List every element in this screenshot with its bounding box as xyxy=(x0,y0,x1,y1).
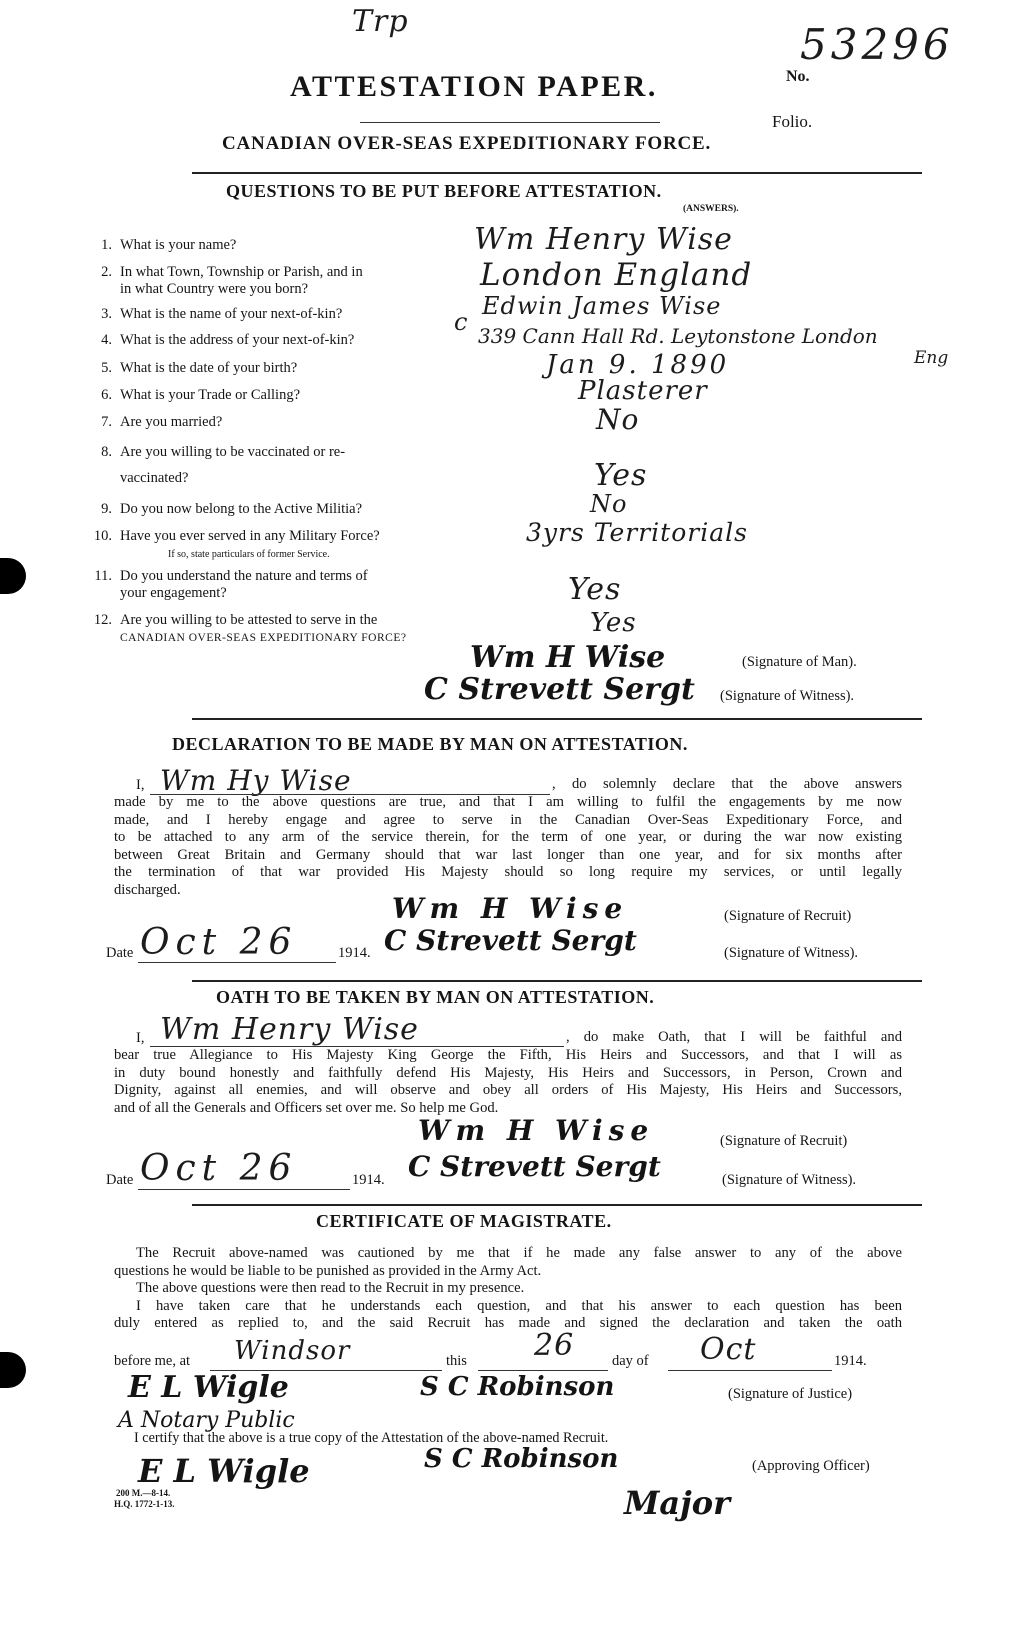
answer-trade: Plasterer xyxy=(578,376,708,406)
question-8 xyxy=(86,444,345,487)
signature-of-witness-label: (Signature of Witness). xyxy=(722,1172,857,1188)
declaration-text: to be attached to any arm of the service therein, for the term of one year, or during the war now existing xyxy=(114,829,902,846)
declaration-text: made, and I hereby engage and agree to serve in the Canadian Over-Seas Expeditionary Force, and xyxy=(114,811,902,828)
answers-label: (ANSWERS). xyxy=(683,204,739,214)
question-text: Are you married? xyxy=(120,414,223,430)
signature-of-recruit-label: (Signature of Recruit) xyxy=(724,908,852,924)
margin-mark: c xyxy=(454,308,469,336)
question-text: in what Country were you born? xyxy=(120,281,309,297)
section-divider xyxy=(192,980,922,982)
question-number: 7. xyxy=(101,414,112,430)
question-number: 11. xyxy=(94,568,112,584)
month-underline xyxy=(668,1370,832,1371)
officer-rank: Major xyxy=(624,1484,730,1522)
oath-text: Dignity, against all enemies, and will observe and obey all orders of His Majesty, His Heirs and Successors, xyxy=(114,1082,902,1099)
signature-of-justice-label: (Signature of Justice) xyxy=(728,1386,853,1402)
signature-of-man: Wm H Wise xyxy=(470,640,666,675)
question-text: What is your Trade or Calling? xyxy=(120,387,301,403)
question-text: Are you willing to be attested to serve in the xyxy=(120,612,378,628)
question-number: 8. xyxy=(101,444,112,460)
answer-address-continued: Eng xyxy=(914,348,949,368)
question-7 xyxy=(86,414,222,431)
document-title: ATTESTATION PAPER. xyxy=(290,70,658,103)
question-10 xyxy=(86,528,380,563)
section-divider xyxy=(192,172,922,174)
question-6 xyxy=(86,387,300,404)
question-text: your engagement? xyxy=(120,585,227,601)
approving-officer-signature: S C Robinson xyxy=(424,1444,619,1474)
oath-signature-of-witness: C Strevett Sergt xyxy=(408,1150,661,1183)
question-2 xyxy=(86,264,363,298)
magistrate-heading: CERTIFICATE OF MAGISTRATE. xyxy=(316,1211,612,1231)
answer-understand-terms: Yes xyxy=(568,572,622,607)
declaration-body xyxy=(114,794,902,900)
magistrate-month: Oct xyxy=(700,1332,757,1367)
notary-title: A Notary Public xyxy=(118,1408,295,1433)
signature-of-witness-label: (Signature of Witness). xyxy=(724,945,859,961)
magistrate-text: questions he would be liable to be punished as provided in the Army Act. xyxy=(114,1262,542,1279)
day-underline xyxy=(478,1370,608,1371)
date-label: Date xyxy=(106,945,134,961)
signature-of-witness: C Strevett Sergt xyxy=(424,672,695,707)
date-underline xyxy=(138,962,336,963)
declaration-text: between Great Britain and Germany should that war last longer than one year, and for six months after xyxy=(114,846,902,863)
certify-text: I certify that the above is a true copy of the Attestation of the above-named Recruit. xyxy=(134,1430,609,1446)
question-number: 1. xyxy=(101,237,112,253)
signature-of-man-label: (Signature of Man). xyxy=(742,654,857,670)
day-of-label: day of xyxy=(612,1353,649,1369)
punch-hole-mark xyxy=(0,1352,26,1388)
question-number: 10. xyxy=(93,528,112,544)
question-text: Do you understand the nature and terms of xyxy=(120,568,368,584)
magistrate-year: 1914. xyxy=(834,1353,867,1369)
magistrate-text: duly entered as replied to, and the said Recruit has made and signed the declaration and taken the oath xyxy=(114,1315,902,1332)
signature-of-witness-label: (Signature of Witness). xyxy=(720,688,855,704)
regimental-number: 53296 xyxy=(800,20,954,69)
title-underline xyxy=(360,122,660,123)
form-code: 200 M.—8-14. xyxy=(116,1488,171,1498)
form-code: H.Q. 1772-1-13. xyxy=(114,1499,175,1509)
questions-heading: QUESTIONS TO BE PUT BEFORE ATTESTATION. xyxy=(226,181,662,201)
question-number: 6. xyxy=(101,387,112,403)
oath-year: 1914. xyxy=(352,1172,385,1188)
declaration-signature-of-witness: C Strevett Sergt xyxy=(384,924,637,957)
question-text: If so, state particulars of former Service. xyxy=(168,549,330,560)
question-text: CANADIAN OVER-SEAS EXPEDITIONARY FORCE? xyxy=(120,632,407,644)
section-divider xyxy=(192,718,922,720)
no-label: No. xyxy=(786,68,810,85)
declaration-i-label: I, xyxy=(136,777,145,793)
magistrate-place: Windsor xyxy=(234,1336,351,1366)
answer-militia: No xyxy=(590,490,628,518)
question-text: What is the date of your birth? xyxy=(120,360,298,376)
answer-date-of-birth: Jan 9. 1890 xyxy=(546,350,730,380)
magistrate-text: The above questions were then read to the Recruit in my presence. xyxy=(136,1280,525,1297)
question-number: 2. xyxy=(101,264,112,280)
magistrate-text: I have taken care that he understands each question, and that his answer to each question has been xyxy=(136,1297,902,1314)
question-text: vaccinated? xyxy=(120,470,189,486)
question-9 xyxy=(86,501,362,518)
answer-next-of-kin-address: 339 Cann Hall Rd. Leytonstone London xyxy=(478,324,878,348)
question-number: 9. xyxy=(101,501,112,517)
declaration-heading: DECLARATION TO BE MADE BY MAN ON ATTESTATION. xyxy=(172,734,688,754)
question-11 xyxy=(86,568,368,602)
oath-text: bear true Allegiance to His Majesty King George the Fifth, His Heirs and Successors, and that I will as xyxy=(114,1047,902,1063)
date-label: Date xyxy=(106,1172,134,1188)
declaration-text: made by me to the above questions are true, and that I am willing to fulfil the engagements by me now xyxy=(114,794,902,810)
question-5 xyxy=(86,360,297,377)
question-number: 12. xyxy=(93,612,112,628)
notary-signature: E L Wigle xyxy=(128,1370,289,1405)
oath-i-label: I, xyxy=(136,1030,145,1046)
question-text: Have you ever served in any Military Force? xyxy=(120,528,380,544)
section-divider xyxy=(192,1204,922,1206)
this-label: this xyxy=(446,1353,467,1369)
top-handwritten-note: Trp xyxy=(352,4,409,39)
answer-married: No xyxy=(596,403,640,436)
answer-vaccinated: Yes xyxy=(594,458,648,493)
folio-label: Folio. xyxy=(772,112,813,131)
question-number: 5. xyxy=(101,360,112,376)
oath-signature-of-recruit: Wm H Wise xyxy=(418,1114,655,1147)
question-text: What is your name? xyxy=(120,237,237,253)
question-text: Do you now belong to the Active Militia? xyxy=(120,501,363,517)
declaration-signature-of-recruit: Wm H Wise xyxy=(392,892,629,925)
punch-hole-mark xyxy=(0,558,26,594)
declaration-date: Oct 26 xyxy=(140,922,298,963)
answer-military-service: 3yrs Territorials xyxy=(526,518,748,547)
oath-heading: OATH TO BE TAKEN BY MAN ON ATTESTATION. xyxy=(216,987,655,1007)
document-subtitle: CANADIAN OVER-SEAS EXPEDITIONARY FORCE. xyxy=(222,133,712,154)
signature-of-justice: S C Robinson xyxy=(420,1372,615,1402)
oath-recruit-name: Wm Henry Wise xyxy=(160,1012,419,1047)
question-12 xyxy=(86,612,406,647)
question-number: 3. xyxy=(101,306,112,322)
oath-line xyxy=(566,1029,902,1047)
declaration-line xyxy=(552,776,902,794)
oath-body xyxy=(114,1047,902,1117)
question-1 xyxy=(86,237,236,254)
declaration-text: discharged. xyxy=(114,881,181,898)
question-text: In what Town, Township or Parish, and in xyxy=(120,264,363,280)
question-text: Are you willing to be vaccinated or re- xyxy=(120,444,346,460)
question-3 xyxy=(86,306,342,323)
declaration-year: 1914. xyxy=(338,945,371,961)
oath-text: in duty bound honestly and faithfully defend His Majesty, His Heirs and Successors, in Person, Crown and xyxy=(114,1064,902,1081)
before-me-label: before me, at xyxy=(114,1353,191,1369)
approving-officer-label: (Approving Officer) xyxy=(752,1458,870,1474)
date-underline xyxy=(138,1189,350,1190)
magistrate-body xyxy=(114,1245,902,1333)
oath-date: Oct 26 xyxy=(140,1148,298,1189)
answer-next-of-kin: Edwin James Wise xyxy=(482,292,722,320)
answer-birthplace: London England xyxy=(480,257,753,293)
magistrate-day: 26 xyxy=(534,1328,575,1363)
notary-signature-copy: E L Wigle xyxy=(138,1452,310,1490)
signature-of-recruit-label: (Signature of Recruit) xyxy=(720,1133,848,1149)
answer-name: Wm Henry Wise xyxy=(474,222,733,257)
answer-willing-to-serve: Yes xyxy=(590,608,637,638)
declaration-text: the termination of that war provided His Majesty should so long require my services, or until legally xyxy=(114,864,902,881)
declaration-recruit-name: Wm Hy Wise xyxy=(160,764,352,797)
declaration-text: , do solemnly declare that the above answers xyxy=(552,776,902,792)
oath-text: and of all the Generals and Officers set over me. So help me God. xyxy=(114,1099,499,1116)
oath-text: , do make Oath, that I will be faithful and xyxy=(566,1029,902,1045)
question-4 xyxy=(86,332,354,349)
question-text: What is the name of your next-of-kin? xyxy=(120,306,343,322)
magistrate-text: The Recruit above-named was cautioned by me that if he made any false answer to any of the above xyxy=(136,1245,902,1261)
question-number: 4. xyxy=(101,332,112,348)
question-text: What is the address of your next-of-kin? xyxy=(120,332,355,348)
